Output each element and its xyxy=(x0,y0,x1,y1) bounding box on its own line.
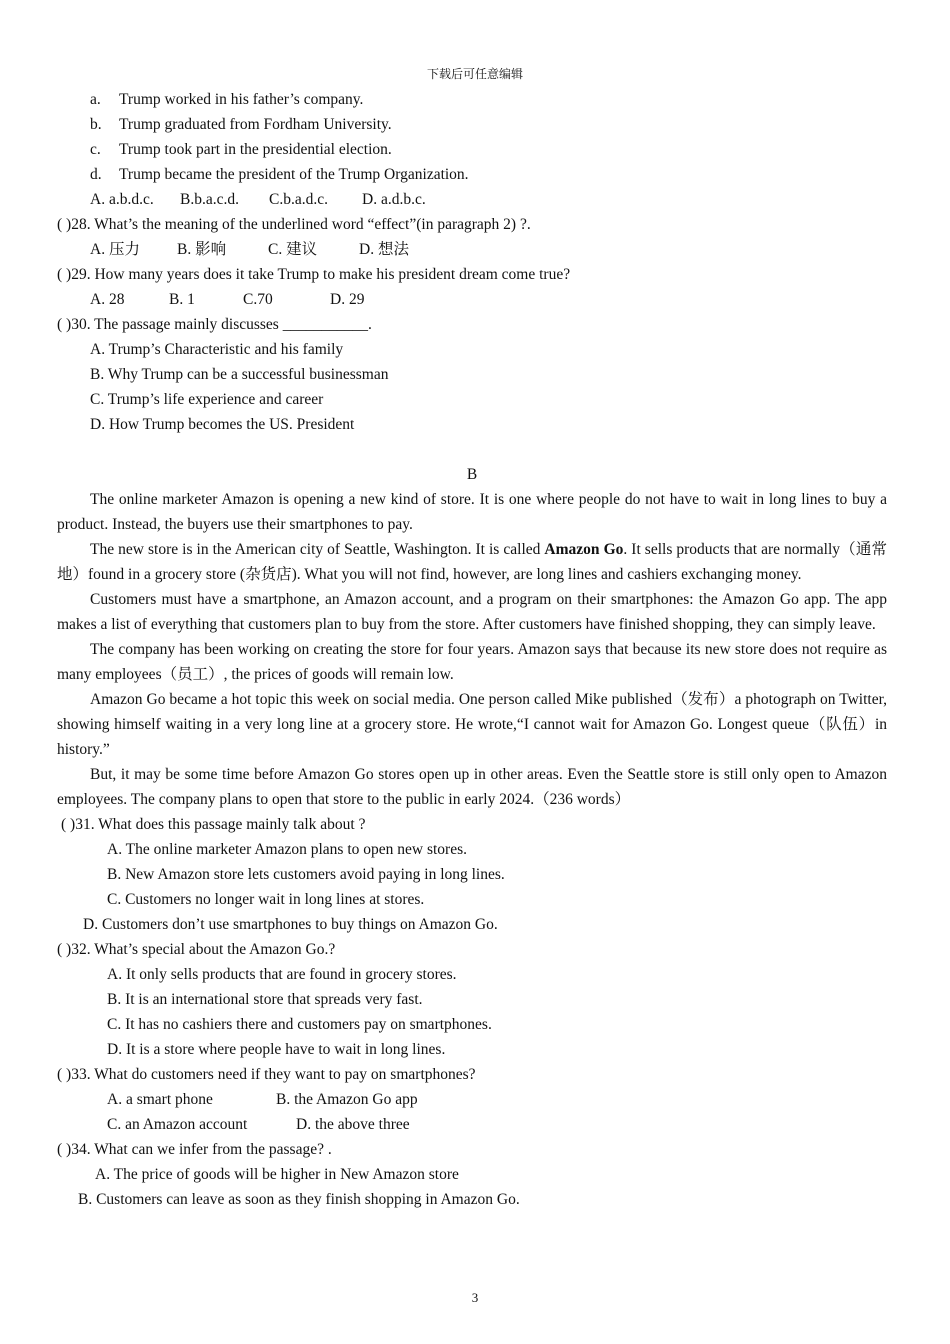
q27-option-c: C.b.a.d.c. xyxy=(269,191,328,208)
q27-options xyxy=(57,187,887,212)
q29-option-b: B. 1 xyxy=(169,291,195,308)
q32-option-d: D. It is a store where people have to wait in long lines. xyxy=(107,1041,446,1058)
q32-option-a: A. It only sells products that are found in grocery stores. xyxy=(107,966,457,983)
amazon-go-bold: Amazon Go xyxy=(544,541,624,558)
page-number: 3 xyxy=(471,1290,479,1305)
passage-paragraph-2: The new store is in the American city of Seattle, Washington. It is called Amazon Go. It sells products that are normally（通常地）found in a grocery store (杂货店). What you will not find, however, are long lines and cashiers exchanging money. xyxy=(57,541,887,583)
q34-option-a: A. The price of goods will be higher in New Amazon store xyxy=(95,1166,459,1183)
q28-option-d: D. 想法 xyxy=(359,241,409,258)
spacer xyxy=(57,437,887,462)
q28-option-c: C. 建议 xyxy=(268,241,318,258)
q30-option-c: C. Trump’s life experience and career xyxy=(90,391,324,408)
q27-item: b. Trump graduated from Fordham University. xyxy=(90,116,392,133)
q32-option-b: B. It is an international store that spreads very fast. xyxy=(107,991,423,1008)
passage-paragraph-6: But, it may be some time before Amazon Go stores open up in other areas. Even the Seattle store is still only open to Amazon employees. The company plans to open that store to the public in early 2024.（236 words） xyxy=(57,766,887,808)
q27-item: c. Trump took part in the presidential election. xyxy=(90,141,392,158)
q34-stem: ( )34. What can we infer from the passage? . xyxy=(57,1141,332,1158)
q27-option-b: B.b.a.c.d. xyxy=(180,191,239,208)
q33-option-d: D. the above three xyxy=(296,1116,410,1133)
page-header: 下载后可任意编辑 xyxy=(426,67,523,81)
q28-option-b: B. 影响 xyxy=(177,241,227,258)
q27-item: d. Trump became the president of the Trump Organization. xyxy=(90,166,469,183)
q27-option-a: A. a.b.d.c. xyxy=(90,191,154,208)
q33-option-c: C. an Amazon account xyxy=(107,1116,248,1133)
q33-options-row-2 xyxy=(57,1112,887,1137)
q31-option-a: A. The online marketer Amazon plans to open new stores. xyxy=(107,841,467,858)
q33-stem: ( )33. What do customers need if they want to pay on smartphones? xyxy=(57,1066,476,1083)
q33-option-b: B. the Amazon Go app xyxy=(276,1091,418,1108)
q29-option-a: A. 28 xyxy=(90,291,125,308)
section-b-title: B xyxy=(466,466,478,483)
q31-option-b: B. New Amazon store lets customers avoid paying in long lines. xyxy=(107,866,505,883)
q27-option-d: D. a.d.b.c. xyxy=(362,191,426,208)
q32-option-c: C. It has no cashiers there and customers pay on smartphones. xyxy=(107,1016,492,1033)
q33-option-a: A. a smart phone xyxy=(107,1091,213,1108)
q34-option-b: B. Customers can leave as soon as they finish shopping in Amazon Go. xyxy=(78,1191,520,1208)
q30-stem: ( )30. The passage mainly discusses ___________. xyxy=(57,316,372,333)
passage-paragraph-1: The online marketer Amazon is opening a new kind of store. It is one where people do not have to wait in long lines to buy a product. Instead, the buyers use their smartphones to pay. xyxy=(57,491,887,533)
passage-paragraph-3: Customers must have a smartphone, an Amazon account, and a program on their smartphones: the Amazon Go app. The app makes a list of everything that customers plan to buy from the store. After customers have finished shopping, they can simply leave. xyxy=(57,591,887,633)
q29-options xyxy=(57,287,887,312)
q29-option-d: D. 29 xyxy=(330,291,365,308)
q30-option-d: D. How Trump becomes the US. President xyxy=(90,416,355,433)
q33-options-row-1 xyxy=(57,1087,887,1112)
passage-paragraph-5: Amazon Go became a hot topic this week on social media. One person called Mike published（发布）a photograph on Twitter, showing himself waiting in a very long line at a grocery store. He wrote,“I cannot wait for Amazon Go. Longest queue（队伍）in history.” xyxy=(57,691,887,758)
q29-option-c: C.70 xyxy=(243,291,273,308)
q27-item: a. Trump worked in his father’s company. xyxy=(90,91,364,108)
q31-option-d: D. Customers don’t use smartphones to buy things on Amazon Go. xyxy=(83,916,498,933)
q28-stem: ( )28. What’s the meaning of the underlined word “effect”(in paragraph 2) ?. xyxy=(57,216,531,233)
q31-stem: ( )31. What does this passage mainly talk about ? xyxy=(61,816,366,833)
passage-paragraph-4: The company has been working on creating the store for four years. Amazon says that because its new store does not require as many employees（员工）, the prices of goods will remain low. xyxy=(57,641,887,683)
q32-stem: ( )32. What’s special about the Amazon Go.? xyxy=(57,941,336,958)
q31-option-c: C. Customers no longer wait in long lines at stores. xyxy=(107,891,425,908)
q28-option-a: A. 压力 xyxy=(90,241,140,258)
q28-options xyxy=(57,237,887,262)
q30-option-b: B. Why Trump can be a successful businessman xyxy=(90,366,389,383)
document-body xyxy=(57,87,887,1212)
q29-stem: ( )29. How many years does it take Trump to make his president dream come true? xyxy=(57,266,571,283)
q30-option-a: A. Trump’s Characteristic and his family xyxy=(90,341,344,358)
